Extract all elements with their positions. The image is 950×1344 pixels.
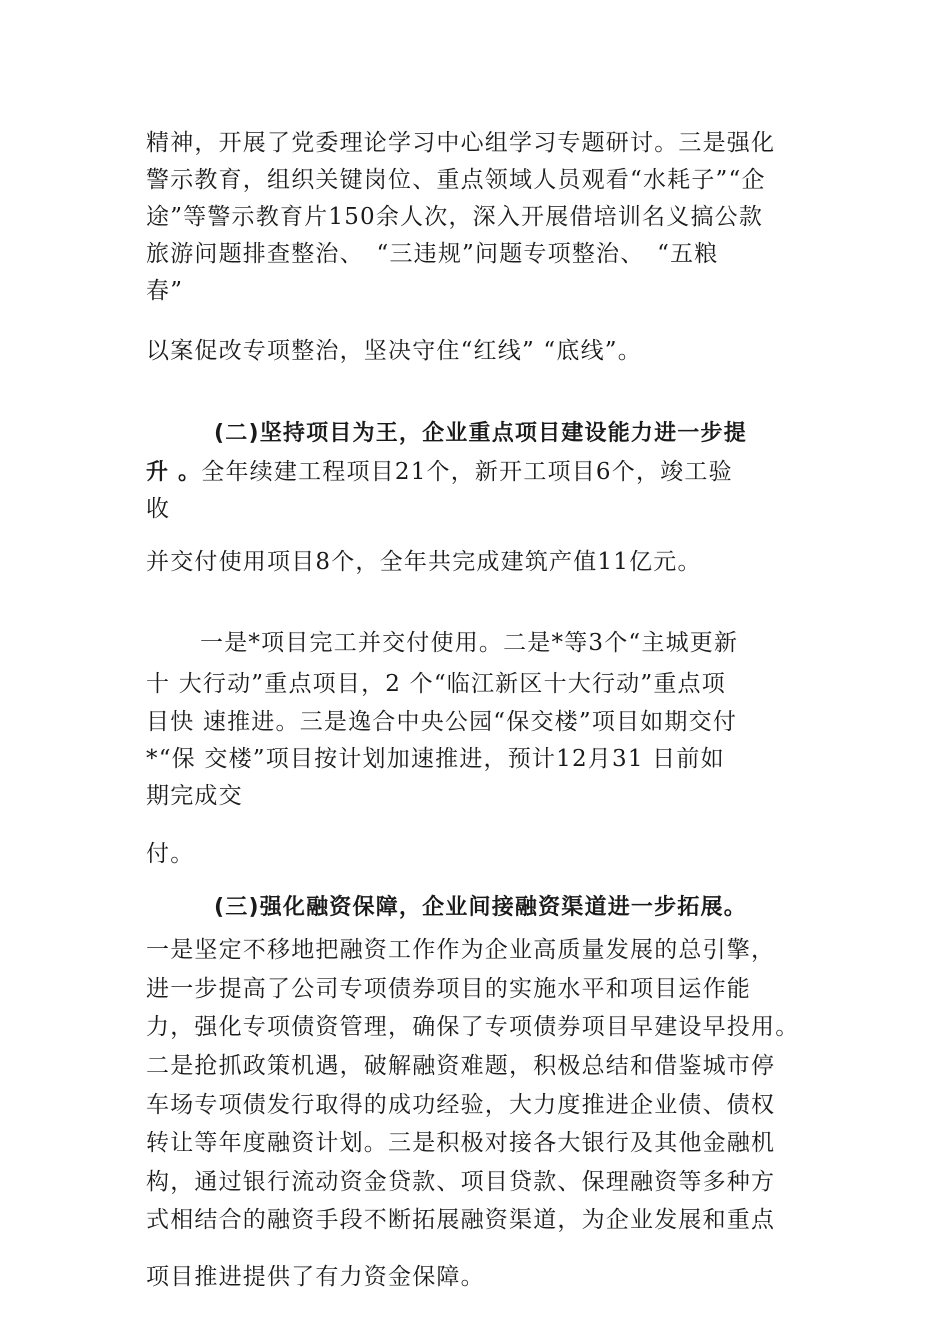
text-line: 付。 [146, 841, 195, 867]
text-line: 十 大行动”重点项目，2 个“临江新区十大行动”重点项 [146, 671, 726, 697]
section-heading: (二)坚持项目为王，企业重点项目建设能力进一步提 [214, 421, 747, 446]
text-line: 转让等年度融资计划。三是积极对接各大银行及其他金融机 [146, 1130, 776, 1156]
text-line: 以案促改专项整治，坚决守住“红线” “底线”。 [146, 338, 642, 364]
text-line: 项目推进提供了有力资金保障。 [146, 1264, 485, 1290]
text-line: 车场专项债发行取得的成功经验，大力度推进企业债、债权 [146, 1092, 776, 1118]
text-span: 全年续建工程项目21个，新开工项目6个，竣工验 [201, 459, 733, 485]
text-line: 并交付使用项目8个，全年共完成建筑产值11亿元。 [146, 549, 702, 575]
text-line: 春” [146, 278, 184, 304]
text-line: 收 [146, 496, 171, 522]
section-heading: (三)强化融资保障，企业间接融资渠道进一步拓展。 [214, 895, 747, 920]
section-heading-end: 升 。 [146, 460, 202, 485]
text-line: 途”等警示教育片150余人次，深入开展借培训名义搞公款 [146, 204, 764, 230]
text-line: 一是坚定不移地把融资工作作为企业高质量发展的总引擎， [146, 937, 776, 963]
text-line: 警示教育，组织关键岗位、重点领域人员观看“水耗子”“企 [146, 167, 766, 193]
text-line: 一是*项目完工并交付使用。二是*等3个“主城更新 [200, 630, 739, 656]
text-line: 构，通过银行流动资金贷款、项目贷款、保理融资等多种方 [146, 1169, 776, 1195]
text-line [146, 457, 733, 488]
text-line: 旅游问题排查整治、 “三违规”问题专项整治、 “五粮 [146, 241, 719, 267]
text-line: *“保 交楼”项目按计划加速推进，预计12月31 日前如 [146, 746, 725, 772]
text-line: 精神，开展了党委理论学习中心组学习专题研讨。三是强化 [146, 130, 776, 156]
text-line: 目快 速推进。三是逸合中央公园“保交楼”项目如期交付 [146, 709, 738, 735]
text-line: 式相结合的融资手段不断拓展融资渠道，为企业发展和重点 [146, 1207, 776, 1233]
text-line: 二是抢抓政策机遇，破解融资难题，积极总结和借鉴城市停 [146, 1053, 776, 1079]
text-line: 进一步提高了公司专项债券项目的实施水平和项目运作能 [146, 976, 751, 1002]
text-line: 期完成交 [146, 783, 243, 809]
text-line: 力，强化专项债资管理，确保了专项债券项目早建设早投用。 [146, 1014, 800, 1040]
